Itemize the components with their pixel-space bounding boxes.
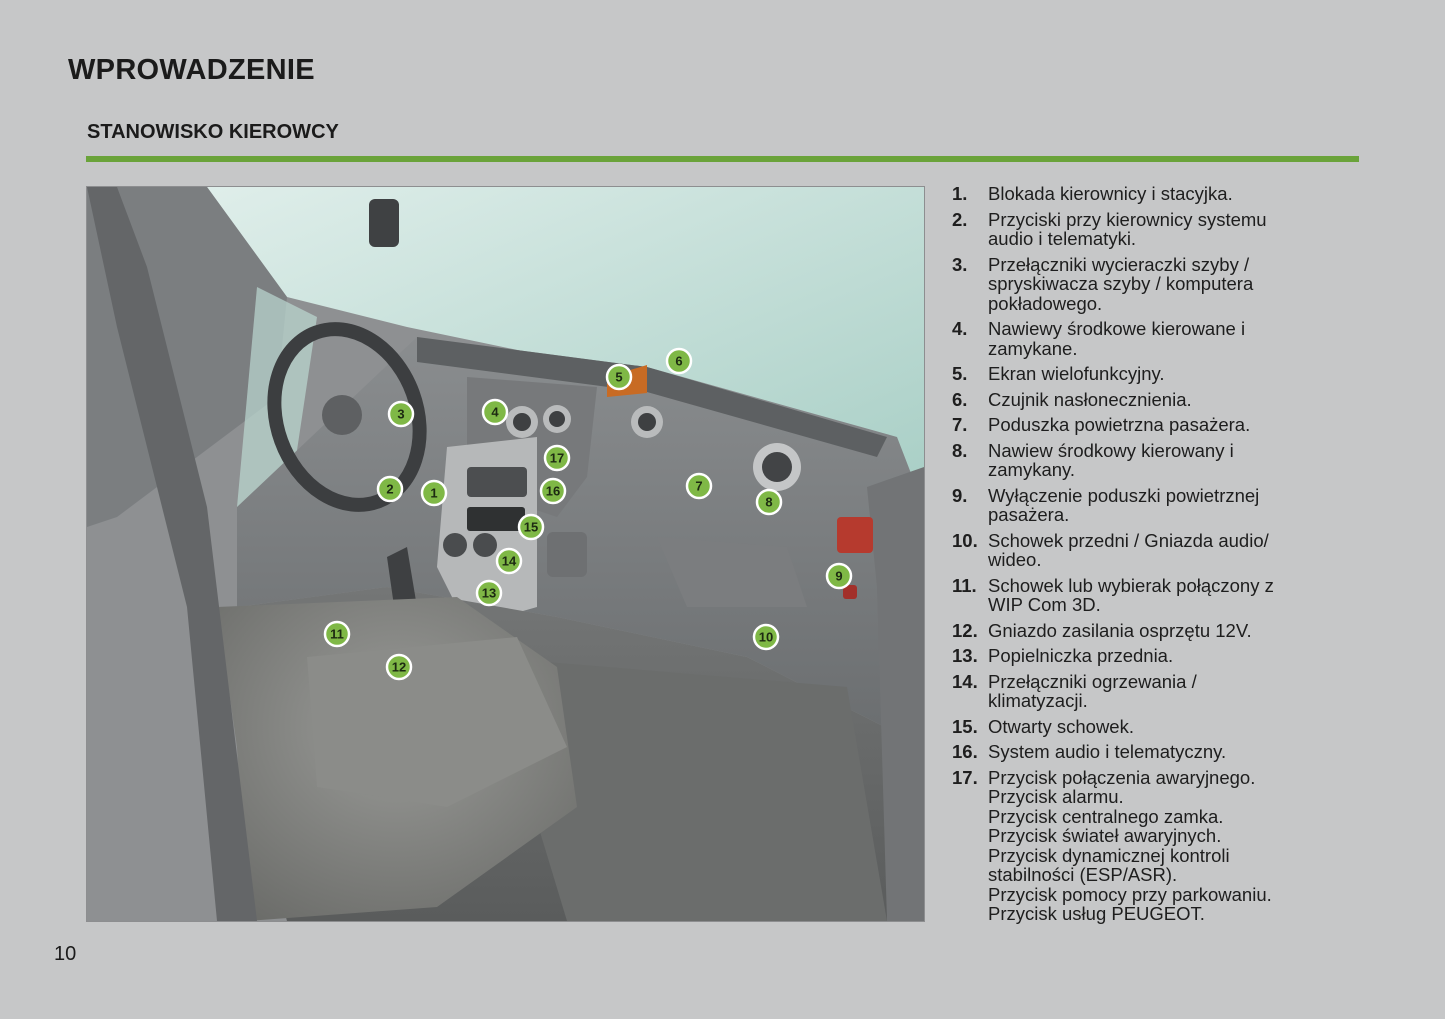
legend-number: 14. xyxy=(952,670,978,692)
callout-15 xyxy=(519,515,543,539)
callout-14 xyxy=(497,549,521,573)
legend-text: Gniazdo zasilania osprzętu 12V. xyxy=(988,619,1252,641)
callout-2 xyxy=(378,477,402,501)
legend-item xyxy=(952,319,1372,358)
legend-item xyxy=(952,184,1372,204)
callout-8 xyxy=(757,490,781,514)
legend-text: Czujnik nasłonecznienia. xyxy=(988,388,1192,410)
legend-item xyxy=(952,621,1372,641)
legend-number: 2. xyxy=(952,208,968,230)
legend-number: 10. xyxy=(952,529,978,551)
legend-item xyxy=(952,531,1372,570)
svg-text:17: 17 xyxy=(549,450,565,466)
callout-9 xyxy=(827,564,851,588)
legend-number: 13. xyxy=(952,645,978,666)
svg-text:16: 16 xyxy=(545,483,561,499)
svg-text:7: 7 xyxy=(695,478,703,494)
svg-text:15: 15 xyxy=(523,519,539,535)
legend-item xyxy=(952,768,1372,924)
legend-text: System audio i telematyczny. xyxy=(988,741,1227,762)
legend-number: 12. xyxy=(952,619,978,641)
svg-text:8: 8 xyxy=(765,494,773,510)
legend-number: 5. xyxy=(952,363,968,384)
legend-item xyxy=(952,210,1372,249)
svg-text:6: 6 xyxy=(675,353,683,369)
callout-10 xyxy=(754,625,778,649)
legend-list xyxy=(952,184,1372,930)
legend-item xyxy=(952,415,1372,435)
callout-1 xyxy=(422,481,446,505)
legend-number: 16. xyxy=(952,741,978,762)
legend-text: Przełączniki ogrzewania / klimatyzacji. xyxy=(988,670,1197,711)
legend-number: 17. xyxy=(952,766,978,788)
legend-item xyxy=(952,390,1372,410)
section-title: STANOWISKO KIEROWCY xyxy=(87,121,339,143)
legend-text: Przycisk połączenia awaryjnego. Przycisk alarmu. Przycisk centralnego zamka. Przycisk świateł awaryjnych. Przycisk dynamicznej kontroli stabilności (ESP/ASR). Przycisk pomocy przy parkowaniu. Przycisk usług PEUGEOT. xyxy=(988,766,1272,924)
svg-text:13: 13 xyxy=(481,585,497,601)
legend-text: Nawiewy środkowe kierowane i zamykane. xyxy=(988,318,1246,359)
legend-number: 9. xyxy=(952,484,968,506)
legend-text: Przełączniki wycieraczki szyby / spryskiwacza szyby / komputera pokładowego. xyxy=(988,253,1254,314)
legend-item xyxy=(952,717,1372,737)
legend-text: Przyciski przy kierownicy systemu audio i telematyki. xyxy=(988,208,1267,249)
legend-number: 1. xyxy=(952,183,968,204)
legend-item xyxy=(952,672,1372,711)
svg-text:9: 9 xyxy=(835,568,843,584)
legend-text: Schowek lub wybierak połączony z WIP Com 3D. xyxy=(988,574,1274,615)
legend-number: 8. xyxy=(952,439,968,461)
callout-12 xyxy=(387,655,411,679)
svg-text:2: 2 xyxy=(386,481,394,497)
legend-text: Ekran wielofunkcyjny. xyxy=(988,363,1165,384)
legend-text: Popielniczka przednia. xyxy=(988,645,1174,666)
legend-item xyxy=(952,255,1372,314)
legend-text: Poduszka powietrzna pasażera. xyxy=(988,414,1251,435)
legend-number: 15. xyxy=(952,715,978,737)
legend-number: 4. xyxy=(952,318,968,339)
callout-4 xyxy=(483,400,507,424)
legend-item xyxy=(952,441,1372,480)
callout-13 xyxy=(477,581,501,605)
callout-7 xyxy=(687,474,711,498)
page-title: WPROWADZENIE xyxy=(68,54,315,86)
svg-text:11: 11 xyxy=(330,626,344,642)
callout-5 xyxy=(607,365,631,389)
cockpit-illustration xyxy=(86,186,925,922)
legend-item xyxy=(952,364,1372,384)
page-number: 10 xyxy=(54,943,77,965)
legend-text: Otwarty schowek. xyxy=(988,715,1134,737)
section-divider xyxy=(86,156,1359,162)
svg-text:1: 1 xyxy=(430,485,438,501)
callout-6 xyxy=(667,349,691,373)
legend-number: 6. xyxy=(952,388,968,410)
legend-item xyxy=(952,646,1372,666)
legend-text: Schowek przedni / Gniazda audio/ wideo. xyxy=(988,529,1269,570)
legend-text: Wyłączenie poduszki powietrznej pasażera. xyxy=(988,484,1260,525)
svg-text:5: 5 xyxy=(615,369,623,385)
legend-item xyxy=(952,486,1372,525)
legend-text: Nawiew środkowy kierowany i zamykany. xyxy=(988,439,1234,480)
svg-text:10: 10 xyxy=(758,629,774,645)
legend-item xyxy=(952,576,1372,615)
legend-number: 3. xyxy=(952,253,968,275)
legend-number: 7. xyxy=(952,414,968,435)
callout-3 xyxy=(389,402,413,426)
callout-17 xyxy=(545,446,569,470)
svg-text:3: 3 xyxy=(397,406,405,422)
svg-text:12: 12 xyxy=(391,659,407,675)
svg-text:14: 14 xyxy=(501,553,517,569)
legend-number: 11. xyxy=(952,574,977,596)
svg-text:4: 4 xyxy=(491,404,499,420)
callout-11 xyxy=(325,622,349,646)
callout-16 xyxy=(541,479,565,503)
legend-item xyxy=(952,742,1372,762)
legend-text: Blokada kierownicy i stacyjka. xyxy=(988,183,1233,204)
